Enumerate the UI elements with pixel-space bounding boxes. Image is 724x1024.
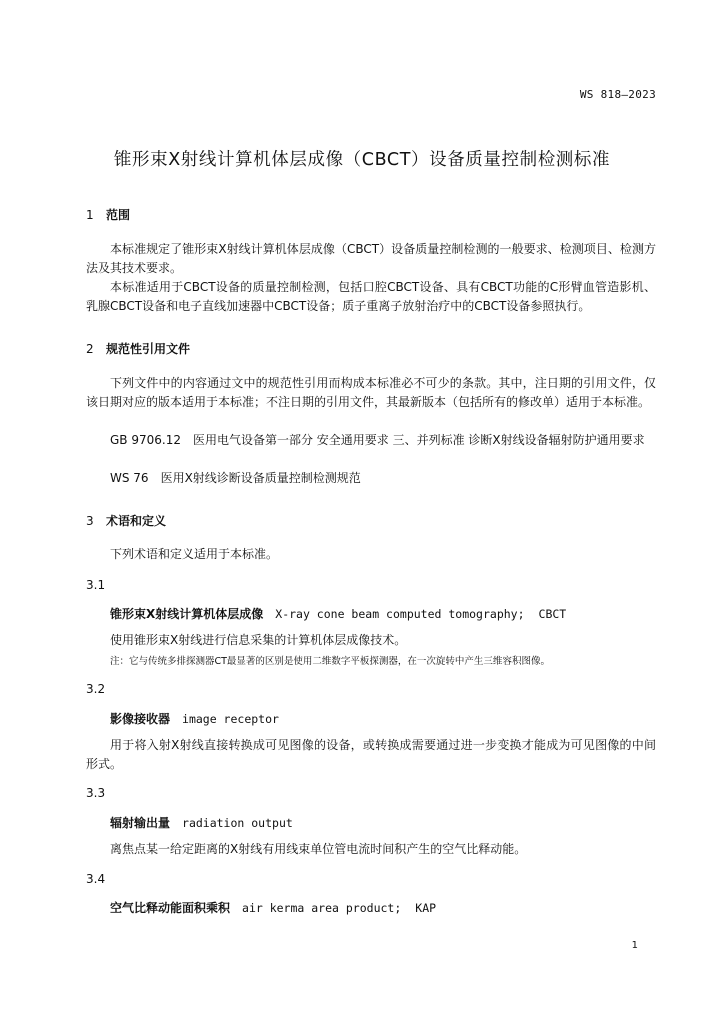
section-title: 术语和定义	[106, 514, 167, 528]
term-definition: 用于将入射X射线直接转换成可见图像的设备，或转换成需要通过进一步变换才能成为可见图像的中间形式。	[86, 738, 656, 771]
term-entry-kap	[110, 899, 436, 916]
terms-intro: 下列术语和定义适用于本标准。	[110, 547, 279, 561]
section-heading-terms	[86, 512, 166, 529]
document-title: 锥形束X射线计算机体层成像（CBCT）设备质量控制检测标准	[113, 150, 611, 170]
references-intro-paragraph: 下列文件中的内容通过文中的规范性引用而构成本标准必不可少的条款。其中，注日期的引用文件，仅该日期对应的版本适用于本标准；不注日期的引用文件，其最新版本（包括所有的修改单）适用于本标准。	[86, 376, 656, 409]
term-english: air kerma area product;	[242, 901, 402, 915]
term-entry-radiation-output	[110, 814, 293, 831]
term-chinese: 辐射输出量	[110, 816, 171, 830]
section-title: 规范性引用文件	[106, 342, 191, 356]
scope-paragraph-2: 本标准适用于CBCT设备的质量控制检测，包括口腔CBCT设备、具有CBCT功能的C形臂血管造影机、乳腺CBCT设备和电子直线加速器中CBCT设备；质子重离子放射治疗中的CBCT设备参照执行。	[86, 280, 656, 313]
clause-number: 3.1	[86, 578, 106, 592]
scope-paragraph-1: 本标准规定了锥形束X射线计算机体层成像（CBCT）设备质量控制检测的一般要求、检测项目、检测方法及其技术要求。	[86, 242, 656, 275]
section-number: 2	[86, 342, 94, 356]
term-entry-cbct	[110, 605, 566, 622]
term-abbreviation: KAP	[415, 901, 437, 915]
term-definition: 使用锥形束X射线进行信息采集的计算机体层成像技术。	[110, 633, 407, 647]
page-number: 1	[631, 940, 638, 951]
section-heading-normative-references	[86, 340, 190, 357]
term-definition: 离焦点某一给定距离的X射线有用线束单位管电流时间积产生的空气比释动能。	[110, 842, 527, 856]
clause-number: 3.2	[86, 682, 106, 696]
term-chinese: 影像接收器	[110, 712, 171, 726]
term-english: radiation output	[182, 816, 293, 830]
term-abbreviation: CBCT	[538, 607, 567, 621]
term-chinese: 锥形束X射线计算机体层成像	[110, 607, 264, 621]
term-english: X-ray cone beam computed tomography;	[275, 607, 525, 621]
term-chinese: 空气比释动能面积乘积	[110, 901, 231, 915]
reference-ws-76: WS 76 医用X射线诊断设备质量控制检测规范	[110, 471, 361, 485]
section-number: 1	[86, 208, 94, 222]
section-heading-scope	[86, 206, 130, 223]
standard-code: WS 818—2023	[579, 88, 656, 101]
clause-number: 3.4	[86, 872, 106, 886]
reference-gb-9706-12: GB 9706.12 医用电气设备第一部分 安全通用要求 三、并列标准 诊断X射线设备辐射防护通用要求	[110, 433, 645, 447]
term-english: image receptor	[182, 712, 279, 726]
section-title: 范围	[106, 208, 131, 222]
clause-number: 3.3	[86, 786, 106, 800]
term-note: 注：它与传统多排探测器CT最显著的区别是使用二维数字平板探测器，在一次旋转中产生三维容积图像。	[110, 656, 550, 667]
term-entry-image-receptor	[110, 710, 279, 727]
section-number: 3	[86, 514, 94, 528]
